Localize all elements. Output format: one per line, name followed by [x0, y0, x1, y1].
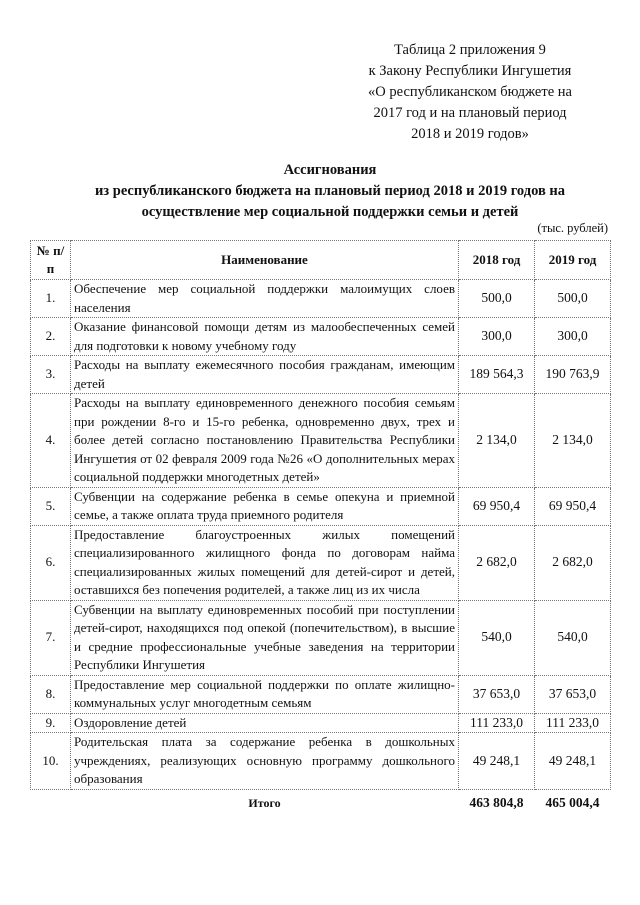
- row-num: 5.: [31, 487, 71, 525]
- row-2019: 540,0: [535, 600, 611, 675]
- header-num: № п/п: [31, 241, 71, 280]
- appendix-line: Таблица 2 приложения 9: [394, 42, 546, 58]
- row-2019: 37 653,0: [535, 675, 611, 713]
- appendix-line: 2017 год и на плановый период: [373, 105, 567, 121]
- row-2019: 300,0: [535, 318, 611, 356]
- table-row: [31, 394, 611, 488]
- row-2019: 49 248,1: [535, 733, 611, 790]
- row-2019: 500,0: [535, 280, 611, 318]
- row-num: 6.: [31, 525, 71, 600]
- row-2018: 2 134,0: [459, 394, 535, 488]
- header-2018: 2018 год: [459, 241, 535, 280]
- table-row: [31, 525, 611, 600]
- row-2018: 189 564,3: [459, 356, 535, 394]
- row-num: 4.: [31, 394, 71, 488]
- table-header-row: [31, 241, 611, 280]
- title-line: из республиканского бюджета на плановый период 2018 и 2019 годов на: [94, 183, 566, 199]
- table-row: [31, 356, 611, 394]
- row-2018: 500,0: [459, 280, 535, 318]
- title-line: Ассигнования: [283, 162, 377, 178]
- appendix-line: 2018 и 2019 годов»: [411, 126, 529, 142]
- row-name: Субвенции на содержание ребенка в семье опекуна и приемной семье, а также оплата труда приемного родителя: [71, 487, 459, 525]
- table-row: [31, 600, 611, 675]
- row-num: 7.: [31, 600, 71, 675]
- row-name: Обеспечение мер социальной поддержки малоимущих слоев населения: [71, 280, 459, 318]
- row-2018: 111 233,0: [459, 713, 535, 733]
- row-2019: 111 233,0: [535, 713, 611, 733]
- table-row: [31, 487, 611, 525]
- row-2019: 190 763,9: [535, 356, 611, 394]
- row-2018: 300,0: [459, 318, 535, 356]
- row-name: Оказание финансовой помощи детям из малообеспеченных семей для подготовки к новому учебному году: [71, 318, 459, 356]
- row-num: 1.: [31, 280, 71, 318]
- row-2018: 2 682,0: [459, 525, 535, 600]
- total-2019: 465 004,4: [545, 795, 600, 811]
- header-2019: 2019 год: [535, 241, 611, 280]
- row-name: Родительская плата за содержание ребенка в дошкольных учреждениях, реализующих основную программу дошкольного образования: [71, 733, 459, 790]
- table-row: [31, 280, 611, 318]
- row-name: Оздоровление детей: [71, 713, 459, 733]
- row-2018: 49 248,1: [459, 733, 535, 790]
- row-2019: 69 950,4: [535, 487, 611, 525]
- row-2018: 69 950,4: [459, 487, 535, 525]
- row-2019: 2 682,0: [535, 525, 611, 600]
- row-name: Расходы на выплату ежемесячного пособия гражданам, имеющим детей: [71, 356, 459, 394]
- total-2018: 463 804,8: [469, 795, 524, 811]
- appropriations-table: [30, 240, 611, 818]
- row-2019: 2 134,0: [535, 394, 611, 488]
- appendix-line: «О республиканском бюджете на: [368, 84, 572, 100]
- row-num: 3.: [31, 356, 71, 394]
- row-name: Расходы на выплату единовременного денежного пособия семьям при рождении 8-го и 15-го ребенка, одновременно двух, трех и более детей согласно постановлению Правительства Республики Ингушетия от 02 февраля 2009 года №26 «О дополнительных мерах социальной поддержки многодетных детей»: [71, 394, 459, 488]
- title-line: осуществление мер социальной поддержки семьи и детей: [141, 204, 519, 220]
- row-2018: 540,0: [459, 600, 535, 675]
- row-name: Предоставление мер социальной поддержки по оплате жилищно-коммунальных услуг многодетным семьям: [71, 675, 459, 713]
- row-name: Предоставление благоустроенных жилых помещений специализированного жилищного фонда по договорам найма специализированных жилых помещений для детей-сирот и детей, оставшихся без попечения родителей, а также лиц из их числа: [71, 525, 459, 600]
- row-2018: 37 653,0: [459, 675, 535, 713]
- units-note: (тыс. рублей): [537, 221, 608, 235]
- table-row: [31, 713, 611, 733]
- table-row: [31, 318, 611, 356]
- appendix-line: к Закону Республики Ингушетия: [368, 63, 572, 79]
- total-label: Итого: [248, 796, 281, 811]
- document-title: [40, 160, 620, 223]
- total-row: [31, 789, 611, 818]
- appendix-reference: [330, 40, 610, 145]
- row-num: 9.: [31, 713, 71, 733]
- row-name: Субвенции на выплату единовременных пособий при поступлении детей-сирот, находящихся под опекой (попечительством), в высшие и средние профессиональные учебные заведения на территории Республики Ингушетия: [71, 600, 459, 675]
- row-num: 10.: [31, 733, 71, 790]
- table-row: [31, 733, 611, 790]
- row-num: 2.: [31, 318, 71, 356]
- table-row: [31, 675, 611, 713]
- header-name: Наименование: [71, 241, 459, 280]
- row-num: 8.: [31, 675, 71, 713]
